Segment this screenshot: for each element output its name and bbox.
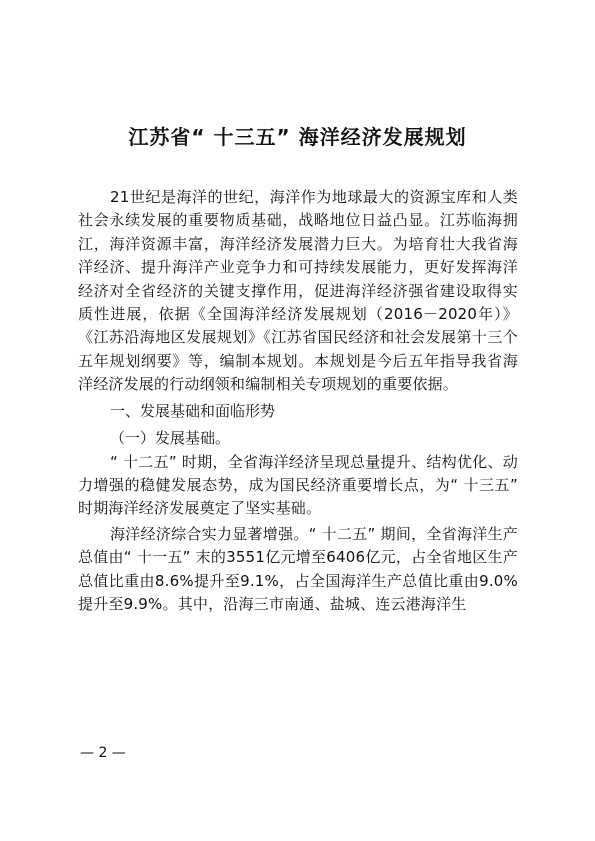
document-title: 江苏省“ 十三五” 海洋经济发展规划 xyxy=(128,125,467,149)
document-body xyxy=(78,186,518,617)
subsection-heading-1: （一）发展基础。 xyxy=(110,428,231,447)
section-heading-1: 一、发展基础和面临形势 xyxy=(110,401,276,420)
paragraph-twelfth-five-year: “ 十二五” 时期，全省海洋经济呈现总量提升、结构优化、动力增强的稳健发展态势，成为国民经济重要增长点，为“ 十三五” 时期海洋经济发展奠定了坚实基础。 xyxy=(78,452,518,518)
intro-paragraph: 21世纪是海洋的世纪，海洋作为地球最大的资源宝库和人类社会永续发展的重要物质基础，战略地位日益凸显。江苏临海拥江，海洋资源丰富，海洋经济发展潜力巨大。为培育壮大我省海洋经济、提升海洋产业竞争力和可持续发展能力，更好发挥海洋经济对全省经济的关键支撑作用，促进海洋经济强省建设取得实质性进展，依据《全国海洋经济发展规划（2016－2020年）》《江苏沿海地区发展规划》《江苏省国民经济和社会发展第十三个五年规划纲要》等，编制本规划。本规划是今后五年指导我省海洋经济发展的行动纲领和编制相关专项规划的重要依据。 xyxy=(78,188,518,394)
page-number: — 2 — xyxy=(80,745,126,761)
paragraph-economic-strength: 海洋经济综合实力显著增强。“ 十二五” 期间，全省海洋生产总值由“ 十一五” 末的3551亿元增至6406亿元，占全省地区生产总值比重由8.6%提升至9.1%，占全国海洋生产总值比重由9.0%提升至9.9%。其中，沿海三市南通、盐城、连云港海洋生 xyxy=(78,524,518,614)
